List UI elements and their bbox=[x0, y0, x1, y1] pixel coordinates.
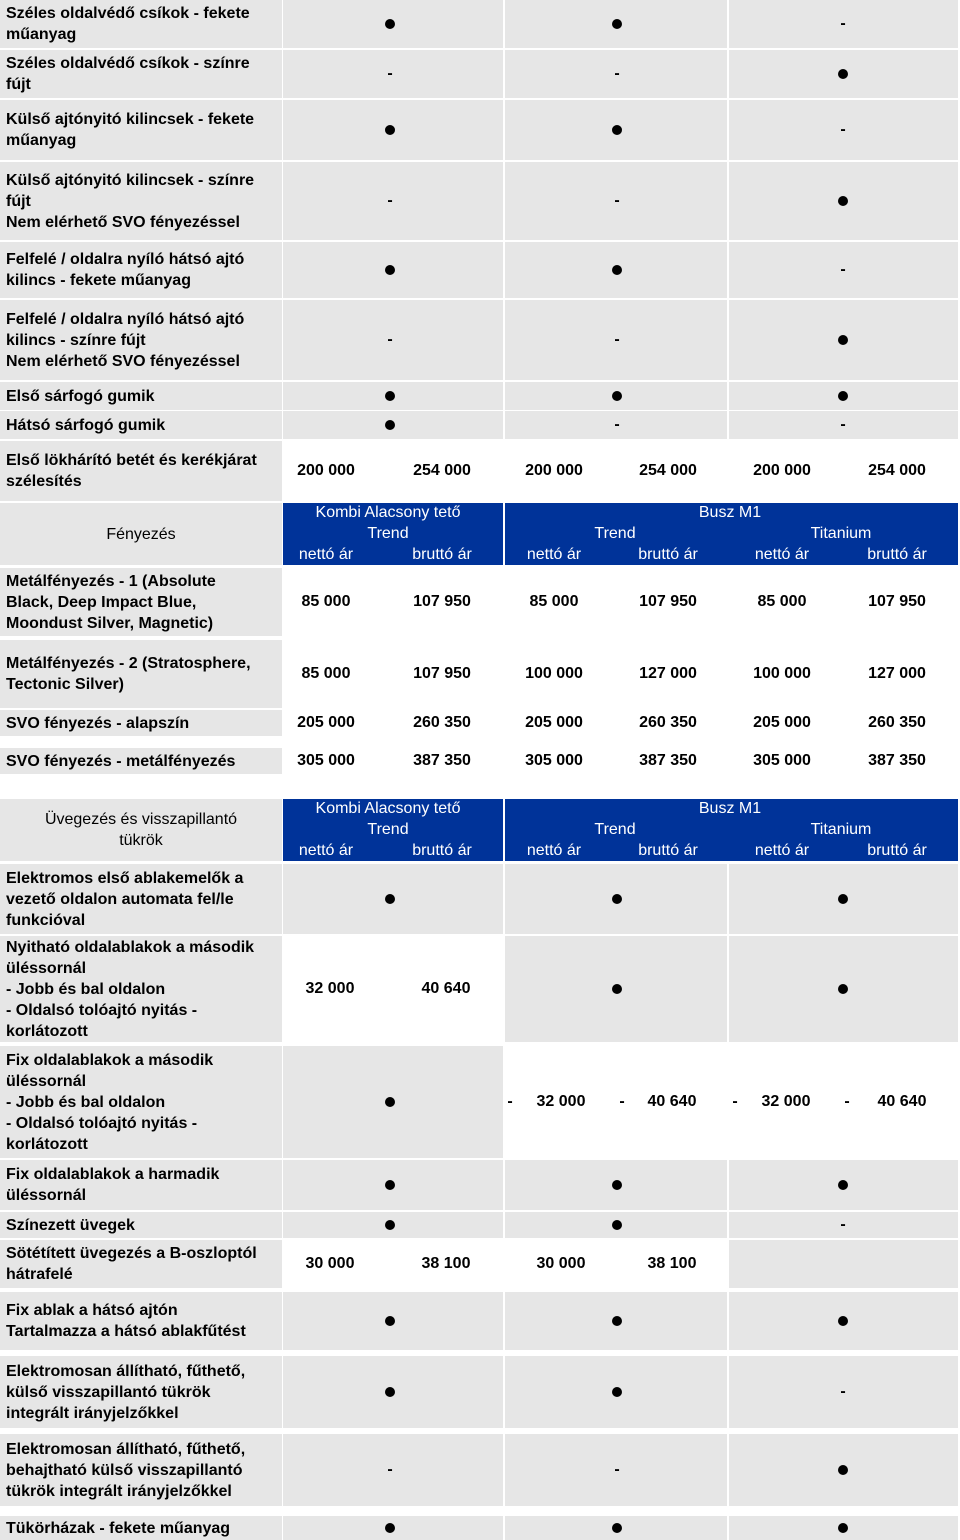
row-label-line: Black, Deep Impact Blue, bbox=[6, 593, 197, 611]
standard-bullet-icon bbox=[838, 1523, 848, 1533]
row-label-line: SVO fényezés - alapszín bbox=[6, 714, 190, 732]
header-busz bbox=[505, 503, 958, 565]
price-cell: 32 000 bbox=[305, 980, 355, 997]
row-label bbox=[0, 441, 282, 501]
price-cell: 254 000 bbox=[413, 462, 471, 479]
unavailable-dash: - bbox=[614, 331, 620, 348]
row-label bbox=[0, 748, 282, 774]
value-column-1 bbox=[283, 1434, 503, 1506]
row-label-line: Fix oldalablakok a harmadik bbox=[6, 1166, 220, 1183]
standard-bullet-icon bbox=[385, 125, 395, 135]
row-label bbox=[0, 0, 282, 48]
row-label-line: Külső ajtónyitó kilincsek - színre bbox=[6, 171, 255, 189]
row-label-line: Első lökhárító betét és kerékjárat bbox=[6, 452, 257, 469]
unavailable-dash: - bbox=[619, 1093, 625, 1110]
standard-bullet-icon bbox=[612, 391, 622, 401]
row-label bbox=[0, 864, 282, 934]
unavailable-dash: - bbox=[507, 1093, 513, 1110]
row-label-line: fújt bbox=[6, 192, 31, 210]
header-net-price: nettó ár bbox=[298, 546, 354, 563]
price-cell: 40 640 bbox=[421, 980, 471, 997]
standard-bullet-icon bbox=[385, 1523, 395, 1533]
row-label-line: műanyag bbox=[6, 132, 77, 149]
header-trim-label: Trend bbox=[367, 821, 409, 838]
row-label-line: Felfelé / oldalra nyíló hátsó ajtó bbox=[6, 310, 245, 328]
price-cell: 305 000 bbox=[297, 752, 355, 769]
section-title-text: Üvegezés és visszapillantó bbox=[44, 811, 238, 828]
standard-bullet-icon bbox=[612, 265, 622, 275]
row-label-line: - Jobb és bal oldalon bbox=[6, 1093, 166, 1111]
row-label-line: integrált irányjelzőkkel bbox=[6, 1404, 179, 1422]
standard-bullet-icon bbox=[612, 19, 622, 29]
header-kombi bbox=[283, 503, 503, 565]
row-label-line: vezető oldalon automata fel/le bbox=[6, 890, 234, 908]
price-cell: 85 000 bbox=[301, 665, 351, 682]
value-column-3 bbox=[729, 1240, 958, 1288]
value-column-1 bbox=[283, 50, 503, 98]
price-cell: 200 000 bbox=[525, 462, 583, 479]
row-label-line: kilincs - fekete műanyag bbox=[6, 272, 191, 289]
price-cell: 100 000 bbox=[753, 665, 811, 682]
price-cell: 85 000 bbox=[757, 593, 807, 610]
standard-bullet-icon bbox=[838, 1465, 848, 1475]
feature-row bbox=[0, 100, 958, 160]
unavailable-dash: - bbox=[732, 1093, 738, 1110]
row-label-line: Fix ablak a hátsó ajtón bbox=[6, 1302, 178, 1319]
row-label-line: Elektromosan állítható, fűthető, bbox=[6, 1440, 246, 1458]
price-cell: 387 350 bbox=[868, 752, 926, 769]
standard-bullet-icon bbox=[385, 1180, 395, 1190]
header-gross-price: bruttó ár bbox=[412, 842, 472, 859]
unavailable-dash: - bbox=[614, 416, 620, 433]
price-cell: 127 000 bbox=[639, 665, 697, 682]
row-label bbox=[0, 1434, 282, 1506]
standard-bullet-icon bbox=[385, 1220, 395, 1230]
row-label bbox=[0, 1212, 282, 1238]
row-label-line: korlátozott bbox=[6, 1135, 88, 1153]
paint-header-row bbox=[0, 503, 958, 565]
price-cell: 387 350 bbox=[639, 752, 697, 769]
price-cell: 30 000 bbox=[305, 1255, 355, 1272]
row-label bbox=[0, 710, 282, 736]
row-label-line: tükrök integrált irányjelzőkkel bbox=[6, 1482, 232, 1500]
standard-bullet-icon bbox=[385, 420, 395, 430]
row-label-line: Metálfényezés - 1 (Absolute bbox=[6, 572, 216, 590]
unavailable-dash: - bbox=[387, 65, 393, 82]
header-model-label: Kombi Alacsony tető bbox=[315, 504, 461, 521]
value-column-1 bbox=[283, 300, 503, 380]
row-label-line: Felfelé / oldalra nyíló hátsó ajtó bbox=[6, 251, 245, 268]
header-gross-price: bruttó ár bbox=[412, 546, 472, 563]
price-cell: 40 640 bbox=[647, 1093, 697, 1110]
row-label bbox=[0, 568, 282, 636]
header-trim-label: Titanium bbox=[810, 525, 872, 542]
value-column-1 bbox=[283, 162, 503, 240]
glazing-header-row bbox=[0, 799, 958, 861]
price-cell: 305 000 bbox=[753, 752, 811, 769]
standard-bullet-icon bbox=[838, 69, 848, 79]
header-gross-price: bruttó ár bbox=[867, 546, 927, 563]
header-trim-label: Trend bbox=[367, 525, 409, 542]
section-title-text: Fényezés bbox=[106, 525, 176, 543]
row-label-line: külső visszapillantó tükrök bbox=[6, 1383, 211, 1401]
header-model-label: Busz M1 bbox=[698, 800, 762, 817]
glazing-row bbox=[0, 936, 958, 1042]
unavailable-dash: - bbox=[614, 1461, 620, 1478]
row-label-line: Hátsó sárfogó gumik bbox=[6, 416, 166, 434]
price-cell: 260 350 bbox=[868, 714, 926, 731]
price-cell: 107 950 bbox=[413, 665, 471, 682]
price-cell: 40 640 bbox=[877, 1093, 927, 1110]
row-label-line: SVO fényezés - metálfényezés bbox=[6, 752, 236, 770]
row-label-line: Külső ajtónyitó kilincsek - fekete bbox=[6, 111, 255, 128]
row-label bbox=[0, 162, 282, 240]
row-label bbox=[0, 411, 282, 439]
feature-row bbox=[0, 242, 958, 298]
header-net-price: nettó ár bbox=[754, 842, 810, 859]
standard-bullet-icon bbox=[838, 984, 848, 994]
glazing-row bbox=[0, 1160, 958, 1210]
row-label-line: Széles oldalvédő csíkok - színre bbox=[6, 55, 250, 72]
price-cell: 107 950 bbox=[413, 593, 471, 610]
price-cell: 205 000 bbox=[297, 714, 355, 731]
row-label-line: fújt bbox=[6, 76, 31, 93]
standard-bullet-icon bbox=[385, 1097, 395, 1107]
standard-bullet-icon bbox=[385, 265, 395, 275]
row-label-line: Első sárfogó gumik bbox=[6, 387, 155, 405]
row-label-line: - Oldalsó tolóajtó nyitás - bbox=[6, 1114, 198, 1132]
row-label-line: Fix oldalablakok a második bbox=[6, 1051, 214, 1069]
unavailable-dash: - bbox=[614, 192, 620, 209]
standard-bullet-icon bbox=[612, 894, 622, 904]
price-cell: 127 000 bbox=[868, 665, 926, 682]
unavailable-dash: - bbox=[387, 192, 393, 209]
standard-bullet-icon bbox=[838, 1180, 848, 1190]
header-gross-price: bruttó ár bbox=[867, 842, 927, 859]
row-label bbox=[0, 300, 282, 380]
price-cell: 205 000 bbox=[753, 714, 811, 731]
standard-bullet-icon bbox=[385, 1387, 395, 1397]
standard-bullet-icon bbox=[612, 1523, 622, 1533]
glazing-row bbox=[0, 1356, 958, 1428]
unavailable-dash: - bbox=[840, 261, 846, 278]
unavailable-dash: - bbox=[840, 416, 846, 433]
unavailable-dash: - bbox=[840, 1383, 846, 1400]
row-label bbox=[0, 1046, 282, 1158]
unavailable-dash: - bbox=[844, 1093, 850, 1110]
price-cell: 32 000 bbox=[536, 1093, 586, 1110]
row-label-line: üléssornál bbox=[6, 1187, 87, 1204]
price-cell: 38 100 bbox=[647, 1255, 697, 1272]
price-cell: 107 950 bbox=[639, 593, 697, 610]
standard-bullet-icon bbox=[838, 894, 848, 904]
price-cell: 387 350 bbox=[413, 752, 471, 769]
price-cell: 38 100 bbox=[421, 1255, 471, 1272]
header-model-label: Kombi Alacsony tető bbox=[315, 800, 461, 817]
header-trim-label: Trend bbox=[594, 525, 636, 542]
row-label-line: - Jobb és bal oldalon bbox=[6, 980, 166, 998]
header-busz bbox=[505, 799, 958, 861]
standard-bullet-icon bbox=[838, 335, 848, 345]
row-label-line: Elektromosan állítható, fűthető, bbox=[6, 1362, 246, 1380]
standard-bullet-icon bbox=[612, 984, 622, 994]
standard-bullet-icon bbox=[838, 1316, 848, 1326]
row-label-line: hátrafelé bbox=[6, 1266, 73, 1283]
glazing-row bbox=[0, 1292, 958, 1350]
row-label bbox=[0, 640, 282, 708]
unavailable-dash: - bbox=[614, 65, 620, 82]
row-label-line: - Oldalsó tolóajtó nyitás - bbox=[6, 1001, 198, 1019]
price-cell: 254 000 bbox=[639, 462, 697, 479]
header-gross-price: bruttó ár bbox=[638, 546, 698, 563]
row-label-line: kilincs - színre fújt bbox=[6, 331, 146, 349]
row-label-line: műanyag bbox=[6, 26, 77, 43]
row-label-line: üléssornál bbox=[6, 959, 87, 977]
feature-row bbox=[0, 162, 958, 240]
section-title bbox=[0, 799, 282, 861]
price-cell: 30 000 bbox=[536, 1255, 586, 1272]
paint-row bbox=[0, 640, 958, 708]
price-cell: 260 350 bbox=[413, 714, 471, 731]
glazing-row bbox=[0, 864, 958, 934]
row-label-line: Tükörházak - fekete műanyag bbox=[6, 1519, 231, 1537]
standard-bullet-icon bbox=[385, 894, 395, 904]
standard-bullet-icon bbox=[385, 1316, 395, 1326]
header-model-label: Busz M1 bbox=[698, 504, 762, 521]
price-cell: 260 350 bbox=[639, 714, 697, 731]
feature-row bbox=[0, 300, 958, 380]
row-label-line: Széles oldalvédő csíkok - fekete bbox=[6, 5, 250, 22]
standard-bullet-icon bbox=[612, 1220, 622, 1230]
price-cell: 254 000 bbox=[868, 462, 926, 479]
row-label-line: Moondust Silver, Magnetic) bbox=[6, 614, 214, 632]
row-label bbox=[0, 936, 282, 1042]
glazing-row bbox=[0, 1434, 958, 1506]
row-label-line: korlátozott bbox=[6, 1022, 88, 1040]
standard-bullet-icon bbox=[612, 1387, 622, 1397]
unavailable-dash: - bbox=[387, 331, 393, 348]
standard-bullet-icon bbox=[385, 19, 395, 29]
row-label-line: szélesítés bbox=[6, 473, 82, 490]
feature-row bbox=[0, 50, 958, 98]
paint-row bbox=[0, 710, 958, 736]
row-label-line: Elektromos első ablakemelők a bbox=[6, 869, 244, 887]
price-cell: 100 000 bbox=[525, 665, 583, 682]
header-net-price: nettó ár bbox=[526, 842, 582, 859]
unavailable-dash: - bbox=[840, 1216, 846, 1233]
feature-row bbox=[0, 382, 958, 410]
header-net-price: nettó ár bbox=[754, 546, 810, 563]
row-label-line: behajtható külső visszapillantó bbox=[6, 1461, 243, 1479]
row-label bbox=[0, 100, 282, 160]
feature-row bbox=[0, 0, 958, 48]
section-title bbox=[0, 503, 282, 565]
row-label-line: Metálfényezés - 2 (Stratosphere, bbox=[6, 655, 251, 672]
section-title-text: tükrök bbox=[119, 832, 163, 849]
glazing-row bbox=[0, 1212, 958, 1238]
feature-row bbox=[0, 411, 958, 439]
price-cell: 200 000 bbox=[753, 462, 811, 479]
standard-bullet-icon bbox=[838, 196, 848, 206]
row-label bbox=[0, 1516, 282, 1540]
header-net-price: nettó ár bbox=[298, 842, 354, 859]
row-label bbox=[0, 1240, 282, 1288]
header-trim-label: Titanium bbox=[810, 821, 872, 838]
row-label bbox=[0, 1356, 282, 1428]
price-cell: 107 950 bbox=[868, 593, 926, 610]
unavailable-dash: - bbox=[840, 15, 846, 32]
row-label-line: Színezett üvegek bbox=[6, 1216, 135, 1234]
row-label-line: funkcióval bbox=[6, 911, 86, 929]
price-cell: 205 000 bbox=[525, 714, 583, 731]
glazing-row bbox=[0, 1516, 958, 1540]
price-cell: 85 000 bbox=[301, 593, 351, 610]
unavailable-dash: - bbox=[387, 1461, 393, 1478]
standard-bullet-icon bbox=[612, 125, 622, 135]
standard-bullet-icon bbox=[385, 391, 395, 401]
row-label-line: Nem elérhető SVO fényezéssel bbox=[6, 213, 240, 231]
paint-row bbox=[0, 568, 958, 636]
glazing-row bbox=[0, 1046, 958, 1158]
row-label bbox=[0, 50, 282, 98]
row-label-line: Nyitható oldalablakok a második bbox=[6, 938, 255, 956]
price-cell: 200 000 bbox=[297, 462, 355, 479]
row-label-line: Nem elérhető SVO fényezéssel bbox=[6, 352, 240, 370]
paint-row bbox=[0, 748, 958, 774]
header-net-price: nettó ár bbox=[526, 546, 582, 563]
header-trim-label: Trend bbox=[594, 821, 636, 838]
row-label-line: Tartalmazza a hátsó ablakfűtést bbox=[6, 1323, 246, 1340]
standard-bullet-icon bbox=[612, 1180, 622, 1190]
price-cell: 32 000 bbox=[761, 1093, 811, 1110]
row-label-line: Sötétített üvegezés a B-oszloptól bbox=[6, 1245, 257, 1262]
row-label bbox=[0, 1292, 282, 1350]
row-label bbox=[0, 382, 282, 410]
row-label-line: üléssornál bbox=[6, 1072, 87, 1090]
header-kombi bbox=[283, 799, 503, 861]
price-cell: 85 000 bbox=[529, 593, 579, 610]
row-label bbox=[0, 1160, 282, 1210]
standard-bullet-icon bbox=[838, 391, 848, 401]
unavailable-dash: - bbox=[840, 121, 846, 138]
glazing-row bbox=[0, 1240, 958, 1288]
header-gross-price: bruttó ár bbox=[638, 842, 698, 859]
row-label bbox=[0, 242, 282, 298]
feature-row bbox=[0, 441, 958, 501]
price-cell: 305 000 bbox=[525, 752, 583, 769]
row-label-line: Tectonic Silver) bbox=[6, 676, 124, 693]
standard-bullet-icon bbox=[612, 1316, 622, 1326]
